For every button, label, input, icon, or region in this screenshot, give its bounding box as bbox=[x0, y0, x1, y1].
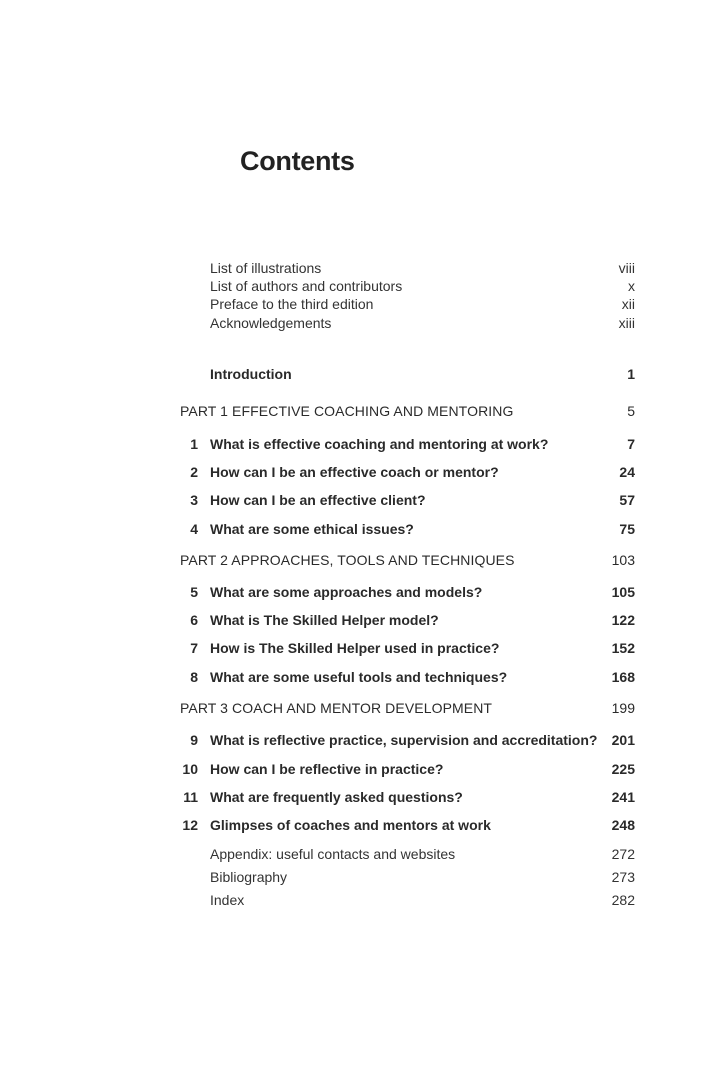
toc-chapter-row bbox=[0, 463, 719, 482]
toc-entry-title: List of authors and contributors bbox=[210, 278, 403, 294]
toc-chapter-row bbox=[0, 760, 719, 779]
chapter-number: 8 bbox=[190, 669, 198, 685]
toc-chapter-row bbox=[0, 668, 719, 687]
toc-entry-title: What is The Skilled Helper model? bbox=[210, 612, 439, 628]
chapter-number: 12 bbox=[182, 817, 198, 833]
toc-entry-title: Preface to the third edition bbox=[210, 296, 374, 312]
toc-page-number: 201 bbox=[611, 732, 635, 748]
toc-page-number: 199 bbox=[611, 700, 635, 716]
toc-page-number: 273 bbox=[611, 869, 635, 885]
toc-part-title: PART 1 EFFECTIVE COACHING AND MENTORING bbox=[180, 403, 514, 419]
page-title: Contents bbox=[240, 146, 355, 176]
toc-chapter-row bbox=[0, 788, 719, 807]
toc-chapter-row bbox=[0, 491, 719, 510]
toc-prelim-row bbox=[0, 259, 719, 278]
toc-entry-title: How can I be an effective client? bbox=[210, 492, 426, 508]
toc-entry-title: How can I be an effective coach or mentor? bbox=[210, 464, 499, 480]
toc-endmatter-row bbox=[0, 868, 719, 887]
toc-entry-title: What is reflective practice, supervision and accreditation? bbox=[210, 732, 598, 748]
toc-entry-title: What is effective coaching and mentoring at work? bbox=[210, 436, 549, 452]
toc-chapter-row bbox=[0, 520, 719, 539]
toc-part-title: PART 2 APPROACHES, TOOLS AND TECHNIQUES bbox=[180, 552, 515, 568]
toc-page-number: xii bbox=[621, 296, 635, 312]
toc-page-number: 225 bbox=[611, 761, 635, 777]
toc-prelim-row bbox=[0, 277, 719, 296]
toc-part-heading bbox=[0, 551, 719, 570]
toc-entry-title: Introduction bbox=[210, 366, 292, 382]
toc-page-number: 75 bbox=[619, 521, 635, 537]
toc-page-number: 248 bbox=[611, 817, 635, 833]
toc-page-number: 282 bbox=[611, 892, 635, 908]
toc-page-number: 5 bbox=[627, 403, 635, 419]
toc-entry-title: Appendix: useful contacts and websites bbox=[210, 846, 456, 862]
toc-page-number: x bbox=[628, 278, 635, 294]
chapter-number: 6 bbox=[190, 612, 198, 628]
toc-entry-title: What are some useful tools and techniques? bbox=[210, 669, 508, 685]
chapter-number: 7 bbox=[190, 640, 198, 656]
chapter-number: 2 bbox=[190, 464, 198, 480]
chapter-number: 5 bbox=[190, 584, 198, 600]
toc-page-number: 272 bbox=[611, 846, 635, 862]
toc-part-title: PART 3 COACH AND MENTOR DEVELOPMENT bbox=[180, 700, 493, 716]
toc-entry-title: How can I be reflective in practice? bbox=[210, 761, 444, 777]
toc-entry-title: What are some approaches and models? bbox=[210, 584, 483, 600]
toc-chapter-row bbox=[0, 731, 719, 750]
toc-chapter-row bbox=[0, 639, 719, 658]
toc-page-number: viii bbox=[618, 260, 635, 276]
chapter-number: 1 bbox=[190, 436, 198, 452]
toc-endmatter-row bbox=[0, 891, 719, 910]
toc-introduction-row bbox=[0, 365, 719, 384]
toc-page-number: 105 bbox=[611, 584, 635, 600]
toc-chapter-row bbox=[0, 583, 719, 602]
toc-part-heading bbox=[0, 699, 719, 718]
toc-chapter-row bbox=[0, 816, 719, 835]
chapter-number: 3 bbox=[190, 492, 198, 508]
toc-chapter-row bbox=[0, 611, 719, 630]
chapter-number: 4 bbox=[190, 521, 198, 537]
toc-page-number: 122 bbox=[611, 612, 635, 628]
toc-page-number: 24 bbox=[619, 464, 635, 480]
chapter-number: 11 bbox=[183, 789, 198, 805]
toc-prelim-row bbox=[0, 295, 719, 314]
toc-page-number: xiii bbox=[618, 315, 635, 331]
toc-page-number: 168 bbox=[611, 669, 635, 685]
toc-entry-title: Glimpses of coaches and mentors at work bbox=[210, 817, 491, 833]
toc-page-number: 1 bbox=[627, 366, 635, 382]
toc-page-number: 7 bbox=[627, 436, 635, 452]
toc-part-heading bbox=[0, 402, 719, 421]
toc-page-number: 103 bbox=[611, 552, 635, 568]
toc-endmatter-row bbox=[0, 845, 719, 864]
toc-entry-title: Acknowledgements bbox=[210, 315, 332, 331]
toc-entry-title: How is The Skilled Helper used in practice? bbox=[210, 640, 500, 656]
chapter-number: 10 bbox=[182, 761, 198, 777]
toc-page-number: 57 bbox=[619, 492, 635, 508]
toc-entry-title: Index bbox=[210, 892, 245, 908]
toc-entry-title: Bibliography bbox=[210, 869, 288, 885]
toc-page-number: 152 bbox=[611, 640, 635, 656]
toc-entry-title: What are some ethical issues? bbox=[210, 521, 414, 537]
toc-chapter-row bbox=[0, 435, 719, 454]
chapter-number: 9 bbox=[190, 732, 198, 748]
toc-prelim-row bbox=[0, 314, 719, 333]
toc-entry-title: What are frequently asked questions? bbox=[210, 789, 463, 805]
toc-page-number: 241 bbox=[611, 789, 635, 805]
toc-entry-title: List of illustrations bbox=[210, 260, 322, 276]
